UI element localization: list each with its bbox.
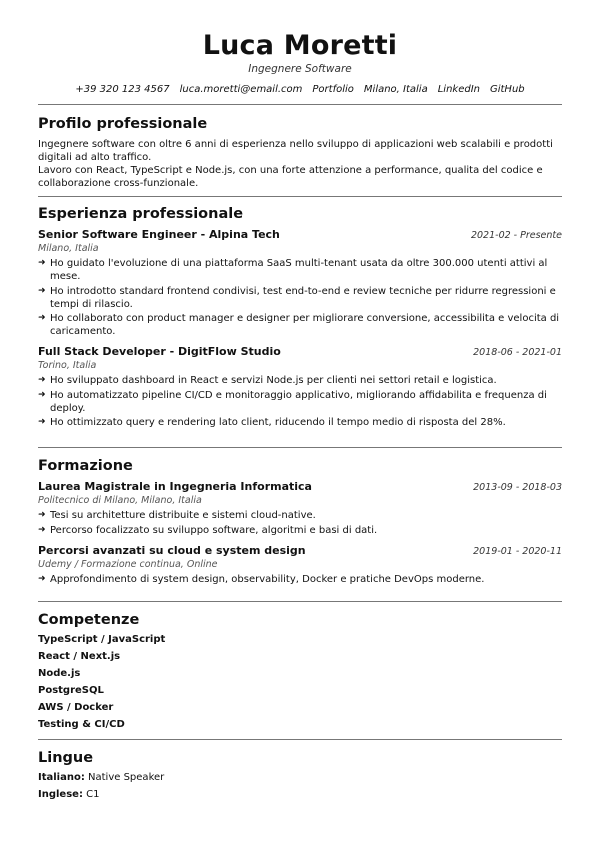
bullet-text: Ho ottimizzato query e rendering lato client, riducendo il tempo medio di risposta del 28%.: [50, 417, 506, 428]
contact-github-link[interactable]: GitHub: [489, 84, 525, 95]
language-level: C1: [86, 788, 100, 800]
bullet-text: Ho introdotto standard frontend condivisi, test end-to-end e review tecniche per ridurre regressioni e tempi di rilascio.: [50, 285, 556, 310]
skills-list: [38, 634, 562, 731]
arrow-right-icon: ➜: [38, 258, 46, 268]
divider: [38, 104, 562, 105]
arrow-right-icon: ➜: [38, 285, 46, 296]
divider: [38, 447, 562, 448]
bullet-text: Approfondimento di system design, observability, Docker e pratiche DevOps moderne.: [50, 573, 485, 585]
skill-item: TypeScript / JavaScript: [38, 633, 166, 645]
job-role: Full Stack Developer - DigitFlow Studio: [38, 345, 281, 358]
bullet-text: Ho sviluppato dashboard in React e servizi Node.js per clienti nei settori retail e logistica.: [50, 375, 497, 386]
languages-section: [38, 749, 562, 801]
arrow-right-icon: ➜: [38, 524, 46, 535]
bullet-text: Ho guidato l'evoluzione di una piattaforma SaaS multi-tenant usata da oltre 300.000 utenti attivi al mese.: [50, 258, 548, 282]
list-item: [38, 257, 562, 283]
skills-section: [38, 611, 562, 731]
list-item: [38, 416, 562, 429]
list-item: [38, 573, 562, 586]
job-dates: 2018-06 - 2021-01: [473, 347, 562, 358]
arrow-right-icon: ➜: [38, 375, 46, 385]
education-section: [38, 457, 562, 586]
profile-paragraph-2: Lavoro con React, TypeScript e Node.js, con una forte attenzione a performance, qualita del codice e collaborazione cross-funzionale.: [38, 165, 543, 189]
education-header: [38, 480, 562, 495]
contact-line: [38, 83, 562, 96]
list-item: [38, 285, 562, 311]
education-title: Formazione: [38, 458, 133, 474]
profile-title: Profilo professionale: [38, 116, 208, 132]
divider: [38, 739, 562, 740]
skills-title: Competenze: [38, 611, 140, 628]
arrow-right-icon: ➜: [38, 417, 46, 427]
education-entry: [38, 544, 562, 586]
education-bullets: [38, 573, 562, 586]
candidate-name: Luca Moretti: [202, 30, 398, 61]
contact-linkedin-link[interactable]: LinkedIn: [437, 84, 480, 95]
contact-phone: +39 320 123 4567: [75, 84, 170, 95]
education-school: Udemy / Formazione continua, Online: [38, 558, 218, 570]
arrow-right-icon: ➜: [38, 313, 46, 323]
list-item: [38, 374, 562, 387]
language-item: [38, 789, 562, 801]
job-entry: [38, 228, 562, 338]
job-location: Torino, Italia: [38, 360, 97, 371]
job-header: [38, 228, 562, 243]
bullet-text: Ho automatizzato pipeline CI/CD e monitoraggio applicativo, migliorando affidabilita e frequenza di deploy.: [50, 389, 547, 414]
education-dates: 2019-01 - 2020-11: [473, 545, 562, 557]
education-degree: Percorsi avanzati su cloud e system design: [38, 543, 306, 557]
divider: [38, 196, 562, 197]
bullet-text: Percorso focalizzato su sviluppo software, algoritmi e basi di dati.: [50, 524, 378, 536]
arrow-right-icon: ➜: [38, 573, 46, 584]
divider: [38, 601, 562, 602]
profile-section: [38, 115, 562, 190]
candidate-title: Ingegnere Software: [248, 63, 352, 75]
job-dates: 2021-02 - Presente: [470, 230, 562, 241]
profile-paragraph-1: Ingegnere software con oltre 6 anni di esperienza nello sviluppo di applicazioni web scalabili e prodotti digitali ad alto traffico.: [38, 139, 553, 163]
contact-portfolio-link[interactable]: Portfolio: [312, 84, 354, 95]
education-degree: Laurea Magistrale in Ingegneria Informatica: [38, 480, 312, 493]
education-entry: [38, 480, 562, 537]
resume-page: [38, 30, 562, 806]
languages-list: [38, 772, 562, 801]
experience-title: Esperienza professionale: [38, 206, 244, 222]
job-entry: [38, 345, 562, 429]
experience-section: [38, 205, 562, 429]
list-item: [38, 524, 562, 537]
arrow-right-icon: ➜: [38, 510, 46, 520]
contact-email-link[interactable]: luca.moretti@email.com: [179, 84, 303, 95]
language-level: Native Speaker: [88, 771, 165, 783]
list-item: [38, 509, 562, 522]
language-item: [38, 772, 562, 784]
language-name: Inglese:: [38, 788, 83, 800]
job-bullets: [38, 257, 562, 338]
language-name: Italiano:: [38, 771, 85, 783]
contact-location: Milano, Italia: [363, 84, 428, 95]
job-bullets: [38, 374, 562, 429]
education-bullets: [38, 509, 562, 537]
list-item: [38, 312, 562, 338]
job-location: Milano, Italia: [38, 243, 99, 254]
bullet-text: Ho collaborato con product manager e designer per migliorare conversione, accessibilita e velocita di caricamento.: [50, 313, 560, 337]
skill-item: PostgreSQL: [38, 684, 104, 696]
job-role: Senior Software Engineer - Alpina Tech: [38, 228, 280, 241]
skill-item: AWS / Docker: [38, 701, 114, 713]
skill-item: Node.js: [38, 667, 81, 679]
languages-title: Lingue: [38, 749, 94, 766]
skill-item: Testing & CI/CD: [38, 718, 125, 730]
education-header: [38, 544, 562, 559]
arrow-right-icon: ➜: [38, 389, 46, 400]
bullet-text: Tesi su architetture distribuite e sistemi cloud-native.: [50, 510, 316, 521]
job-header: [38, 345, 562, 360]
education-dates: 2013-09 - 2018-03: [473, 482, 562, 493]
list-item: [38, 389, 562, 415]
resume-header: [38, 30, 562, 96]
skill-item: React / Next.js: [38, 650, 121, 662]
education-school: Politecnico di Milano, Milano, Italia: [38, 495, 202, 506]
